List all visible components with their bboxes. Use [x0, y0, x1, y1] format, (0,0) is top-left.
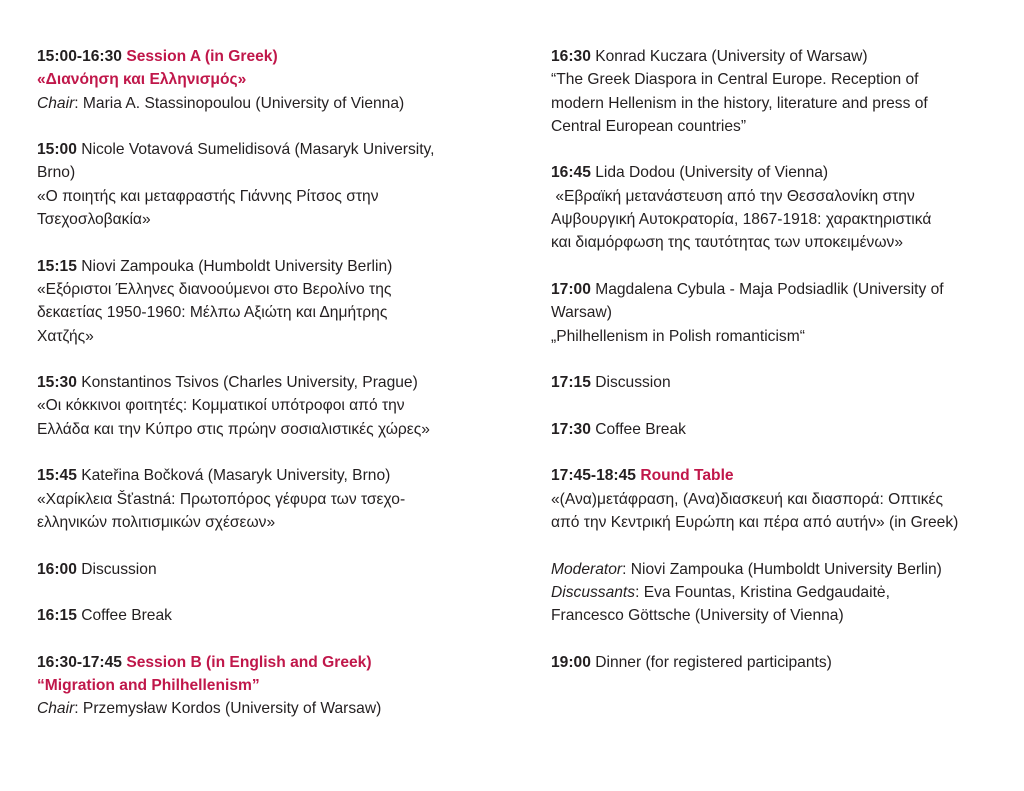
session-b-chair [37, 697, 507, 720]
round-table-block [551, 464, 1001, 534]
dinner-line [551, 651, 1001, 674]
coffee-break-1730 [551, 418, 1001, 441]
talk-speaker: Nicole Votavová Sumelidisová (Masaryk University, [76, 141, 435, 159]
talk-speaker: Konstantinos Tsivos (Charles University, Prague) [76, 374, 418, 392]
discussion-time: 17:15 [551, 374, 591, 392]
discussion-label: Discussion [590, 374, 671, 392]
talk-speaker: Konrad Kuczara (University of Warsaw) [590, 48, 868, 65]
talk-title: «Οι κόκκινοι φοιτητές: Κομματικοί υπότροφοι από την [37, 397, 405, 415]
talk-speaker-continued: Brno) [37, 164, 76, 182]
chair-label: Chair [37, 94, 75, 112]
dinner-label: Dinner (for registered participants) [590, 653, 832, 671]
talk-1545-speaker [37, 464, 507, 487]
talk-1530-speaker [37, 371, 507, 394]
session-b-heading [37, 651, 507, 674]
discussants-line [551, 581, 1001, 604]
talk-title-continued: δεκαετίας 1950-1960: Μέλπω Αξιώτη και Δημήτρης [37, 304, 388, 322]
talk-speaker-continued: Warsaw) [551, 304, 612, 322]
talk-speaker: Magdalena Cybula - Maja Podsiadlik (University of [590, 280, 944, 298]
talk-time: 15:45 [37, 467, 77, 485]
talk-title: «Ο ποιητής και μεταφραστής Γιάννης Ρίτσος στην [37, 187, 379, 205]
discussion-1600 [37, 558, 507, 581]
coffee-break-line [37, 604, 507, 627]
talk-speaker: Lida Dodou (University of Vienna) [590, 164, 829, 182]
chair-label: Chair [37, 700, 75, 718]
talk-1500 [37, 138, 507, 231]
talk-time: 15:30 [37, 374, 77, 392]
talk-1530 [37, 371, 507, 441]
talk-time: 16:45 [551, 164, 591, 182]
session-b-block [37, 651, 507, 721]
session-a-heading [37, 45, 507, 68]
talk-title-continued: Central European countries” [551, 117, 747, 135]
session-b-title: Session B (in English and Greek) [126, 653, 372, 671]
talk-time: 15:15 [37, 257, 77, 275]
talk-title-continued: Χατζής» [37, 327, 94, 345]
session-a-time: 15:00-16:30 [37, 48, 122, 65]
session-a-chair [37, 92, 507, 115]
talk-1515-speaker [37, 255, 507, 278]
dinner-time: 19:00 [551, 653, 591, 671]
coffee-break-time: 16:15 [37, 607, 77, 625]
discussants-value: : Eva Fountas, Kristina Gedgaudaitė, [635, 583, 890, 601]
talk-1645 [551, 161, 1001, 254]
discussion-time: 16:00 [37, 560, 77, 578]
moderators-block [551, 558, 1001, 628]
talk-title: “The Greek Diaspora in Central Europe. Reception of [551, 71, 919, 89]
coffee-break-label: Coffee Break [76, 607, 172, 625]
talk-title-continued: και διαμόρφωση της ταυτότητας των υποκειμένων» [551, 234, 904, 252]
dinner-1900 [551, 651, 1001, 674]
talk-1700 [551, 278, 1001, 348]
talk-title-continued: modern Hellenism in the history, literature and press of [551, 94, 928, 112]
round-table-topic: «(Ανα)μετάφραση, (Ανα)διασκευή και διασπορά: Οπτικές [551, 490, 943, 508]
discussants-label: Discussants [551, 583, 636, 601]
round-table-title: Round Table [640, 467, 734, 485]
talk-time: 15:00 [37, 141, 77, 159]
talk-1700-speaker [551, 278, 1001, 301]
session-b-time: 16:30-17:45 [37, 653, 122, 671]
talk-1630 [551, 45, 1001, 138]
talk-time: 16:30 [551, 48, 591, 65]
talk-1545 [37, 464, 507, 534]
talk-title-continued: Αψβουργική Αυτοκρατορία, 1867-1918: χαρακτηριστικά [551, 211, 932, 229]
talk-speaker: Niovi Zampouka (Humboldt University Berlin) [76, 257, 393, 275]
talk-title: «Εξόριστοι Έλληνες διανοούμενοι στο Βερολίνο της [37, 280, 392, 298]
talk-title-continued: Ελλάδα και την Κύπρο στις πρώην σοσιαλιστικές χώρες» [37, 420, 430, 438]
talk-1645-speaker [551, 161, 1001, 184]
coffee-break-line [551, 418, 1001, 441]
coffee-break-time: 17:30 [551, 420, 591, 438]
session-b-subtitle: “Migration and Philhellenism” [37, 677, 260, 695]
session-a-block [37, 45, 507, 115]
session-a-subtitle: «Διανόηση και Ελληνισμός» [37, 71, 247, 89]
discussants-continued: Francesco Göttsche (University of Vienna) [551, 607, 844, 625]
moderator-line [551, 558, 1001, 581]
talk-title-continued: Τσεχοσλοβακία» [37, 211, 151, 229]
talk-speaker: Kateřina Bočková (Masaryk University, Brno) [76, 467, 391, 485]
talk-title-continued: ελληνικών πολιτισμικών σχέσεων» [37, 513, 276, 531]
talk-1630-speaker [551, 45, 1001, 68]
moderator-label: Moderator [551, 560, 623, 578]
chair-value: : Przemysław Kordos (University of Warsaw) [74, 700, 382, 718]
round-table-time: 17:45-18:45 [551, 467, 636, 485]
session-a-title: Session A (in Greek) [126, 48, 278, 65]
discussion-1715 [551, 371, 1001, 394]
programme-left-column [37, 45, 507, 744]
round-table-topic-continued: από την Κεντρική Ευρώπη και πέρα από αυτήν» (in Greek) [551, 513, 959, 531]
coffee-break-label: Coffee Break [590, 420, 686, 438]
discussion-line [551, 371, 1001, 394]
talk-1500-speaker [37, 138, 507, 161]
discussion-label: Discussion [76, 560, 157, 578]
talk-1515 [37, 255, 507, 348]
discussion-line [37, 558, 507, 581]
round-table-heading [551, 464, 1001, 487]
talk-title: „Philhellenism in Polish romanticism“ [551, 327, 805, 345]
coffee-break-1615 [37, 604, 507, 627]
moderator-value: : Niovi Zampouka (Humboldt University Berlin) [622, 560, 942, 578]
talk-title: «Εβραϊκή μετανάστευση από την Θεσσαλονίκη στην [551, 187, 915, 205]
talk-time: 17:00 [551, 280, 591, 298]
programme-right-column [551, 45, 1001, 697]
chair-value: : Maria A. Stassinopoulou (University of Vienna) [74, 94, 405, 112]
talk-title: «Χαρίκλεια Šťastná: Πρωτοπόρος γέφυρα των τσεχο- [37, 490, 406, 508]
